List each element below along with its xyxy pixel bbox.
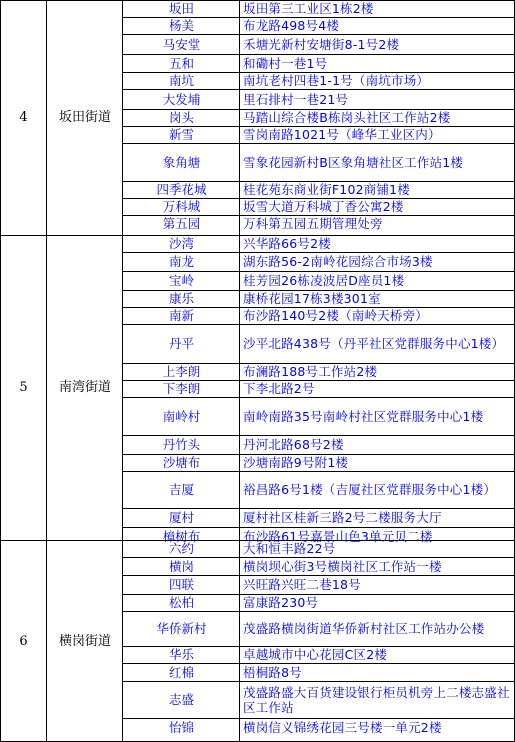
community-address: 坂田第三工业区1栋2楼 [243,1,374,16]
community-name: 沙湾 [168,236,194,251]
community-name: 第五园 [162,216,201,231]
community-address: 茂盛路横岗街道华侨新村社区工作站办公楼 [243,621,485,636]
community-name: 沙塘布 [162,455,201,470]
community-name: 南岭村 [162,408,201,424]
community-address: 马踏山综合楼B栋岗头社区工作站2楼 [243,110,451,125]
community-address: 横岗信义锦绣花园三号楼一单元2楼 [243,720,442,735]
community-address: 布龙路498号4楼 [243,18,340,33]
community-name: 四季花城 [156,182,207,197]
community-name: 横岗 [168,558,194,574]
community-address: 桂花苑东商业街F102商铺1楼 [243,182,411,197]
community-address: 富康路230号 [243,595,319,610]
community-name: 万科城 [162,199,201,214]
community-address: 和磡村一巷1号 [243,55,328,71]
community-address: 卓越城市中心花园C区2楼 [243,647,388,662]
community-name: 厦村 [168,510,194,525]
community-name: 四联 [168,577,194,592]
community-name: 松柏 [168,595,194,610]
community-name: 怡锦 [168,720,194,735]
community-name: 马安堂 [162,36,201,52]
community-address: 丹河北路68号2楼 [243,437,344,452]
community-address: 下李北路2号 [243,381,315,396]
community-address: 兴华路66号2楼 [243,236,331,251]
community-address: 大和恒丰路22号 [243,541,336,556]
community-address: 坂雪大道万科城丁香公寓2楼 [243,199,404,214]
community-address: 禾塘光新村安塘街8-1号2楼 [243,36,400,52]
community-name: 南新 [168,308,194,323]
community-name: 大发埔 [162,91,201,107]
community-name: 志盛 [168,692,194,707]
community-name: 五和 [168,55,194,71]
community-address: 布沙路140号2楼（南岭天桥旁） [243,308,429,323]
district-number: 6 [19,633,28,649]
community-address: 雪象花园新村B区象角塘社区工作站1楼 [243,154,464,170]
community-name: 宝岭 [168,273,194,288]
community-address: 康桥花园17栋3楼301室 [243,291,381,306]
community-address: 南坑老村四巷1-1号（南坑市场） [243,73,430,88]
community-name: 坂田 [168,1,194,16]
community-name: 下李朗 [162,381,201,396]
community-address: 沙塘南路9号附1楼 [243,455,349,470]
community-name: 南龙 [168,254,194,269]
community-address: 布沙路61号嘉景山色3单元贝二楼 [243,528,433,544]
community-address: 厦村社区桂新三路2号二楼服务大厅 [243,510,442,525]
community-name: 岗头 [168,110,194,125]
community-address: 沙平北路438号（丹平社区党群服务中心1楼） [243,336,505,351]
community-address: 雪岗南路1021号（峰华工业区内） [243,127,441,142]
community-name: 象角塘 [162,154,201,170]
community-name: 上李朗 [162,364,201,379]
community-name: 樟树布 [162,528,201,544]
community-address: 横岗坝心街3号横岗社区工作站一楼 [243,558,442,574]
community-address: 万科第五园五期管理处旁 [243,216,383,231]
community-address: 兴旺路兴旺二巷18号 [243,577,361,592]
community-name: 华乐 [168,647,194,662]
community-address: 里石排村一巷21号 [243,91,349,107]
district-number: 5 [19,380,28,395]
street-name: 南湾街道 [58,380,111,395]
community-name: 吉厦 [168,482,194,497]
community-name: 华侨新村 [156,621,207,636]
community-address: 梧桐路8号 [243,664,302,680]
community-address: 桂芳园26栋凌波居D座员1楼 [243,273,405,288]
community-name: 南坑 [168,73,194,88]
street-name: 横岗街道 [58,633,111,649]
community-name: 六约 [168,541,194,556]
community-address: 湖东路56-2南岭花园综合市场3楼 [243,254,433,269]
community-address: 裕昌路6号1楼（吉厦社区党群服务中心1楼） [243,482,497,497]
community-name: 红棉 [168,664,194,680]
community-address: 布澜路188号工作站2楼 [243,364,378,379]
community-name: 丹平 [168,336,194,351]
community-name: 丹竹头 [162,437,201,452]
community-address: 南岭南路35号南岭村社区党群服务中心1楼 [243,408,484,424]
community-address: 茂盛路盛大百货建设银行柜员机旁上二楼志盛社区工作站 [243,684,510,715]
community-name: 新雪 [168,127,194,142]
district-number: 4 [19,110,28,125]
community-name: 杨美 [168,18,194,33]
street-name: 坂田街道 [58,110,111,125]
community-name: 康乐 [168,291,194,306]
